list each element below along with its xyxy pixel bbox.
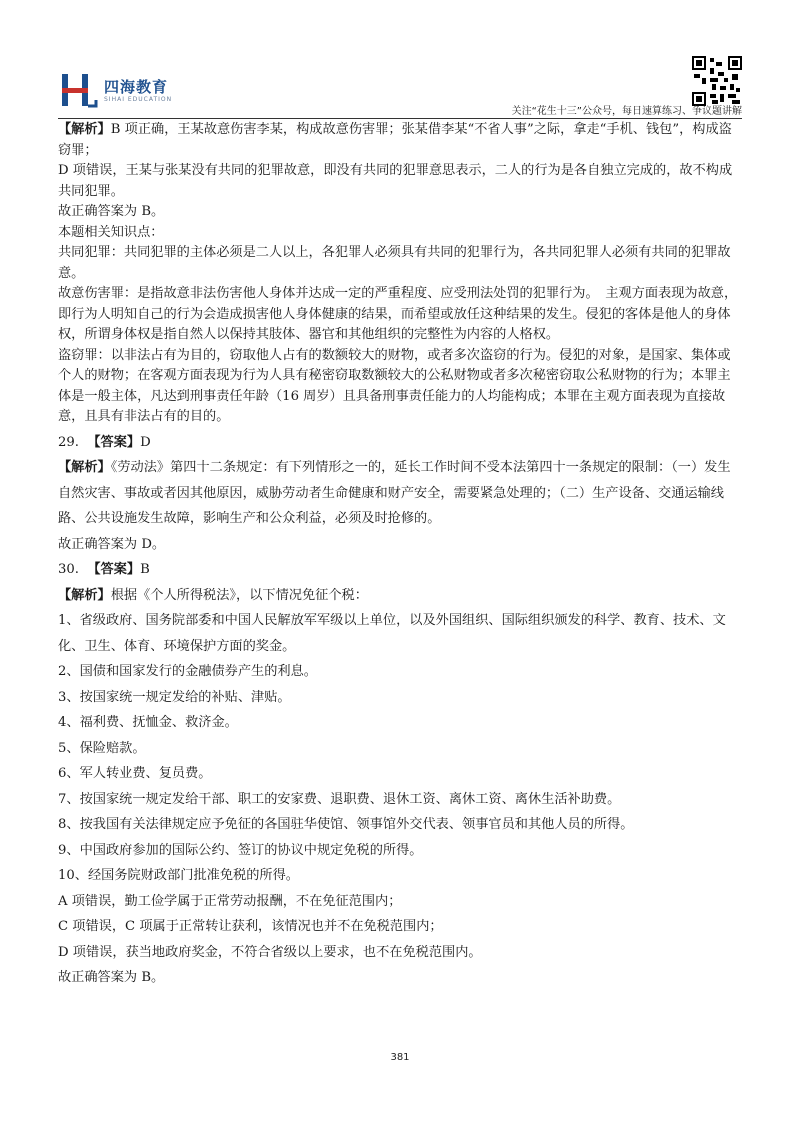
qr-code-icon — [692, 56, 742, 106]
list-item: 4、福利费、抚恤金、救济金。 — [58, 715, 238, 730]
q30-answer: 30. 【答案】B — [58, 562, 150, 577]
q30-intro: 【解析】根据《个人所得税法》，以下情况免征个税： — [58, 587, 368, 603]
q30-conclusion: 故正确答案为 B。 — [58, 970, 165, 985]
q28-line-6: 故意伤害罪：是指故意非法伤害他人身体并达成一定的严重程度、应受刑法处罚的犯罪行为。 主观方面表现为故意，即行为人明知自己的行为会造成损害他人身体健康的结果，而希望或放任这种结果的发生。侵犯的客体是他人的身体权，所谓身体权是指自然人以保持其肢体、器官和其他组织的完整性为内容的人格权。 — [58, 286, 738, 342]
answer-label: 【答案】 — [87, 434, 141, 450]
q28-line-3: 故正确答案为 B。 — [58, 204, 165, 219]
page-header — [58, 56, 742, 117]
list-item: 7、按国家统一规定发给干部、职工的安家费、退职费、退休工资、离休工资、离休生活补助费。 — [58, 791, 621, 807]
header-divider — [58, 118, 742, 119]
q30-option-a: A 项错误，勤工俭学属于正常劳动报酬，不在免征范围内； — [58, 893, 402, 909]
q28-line-5: 共同犯罪：共同犯罪的主体必须是二人以上，各犯罪人必须具有共同的犯罪行为，各共同犯罪人必须有共同的犯罪故意。 — [58, 245, 731, 281]
list-item: 9、中国政府参加的国际公约、签订的协议中规定免税的所得。 — [58, 842, 423, 858]
q29-analysis: 【解析】《劳动法》第四十二条规定：有下列情形之一的，延长工作时间不受本法第四十一条规定的限制：（一）发生自然灾害、事故或者因其他原因，威胁劳动者生命健康和财产安全，需要紧急处理的；（二）生产设备、交通运输线路、公共设施发生故障，影响生产和公众利益，必须及时抢修的。 — [58, 460, 731, 526]
analysis-label: 【解析】 — [58, 122, 111, 137]
q28-line-4: 本题相关知识点： — [58, 224, 164, 240]
q28-line-7: 盗窃罪：以非法占有为目的，窃取他人占有的数额较大的财物，或者多次盗窃的行为。侵犯的对象，是国家、集体或个人的财物；在客观方面表现为行为人具有秘密窃取数额较大的公私财物或者多次秘密窃取公私财物的行为；本罪主体是一般主体，凡达到刑事责任年龄（16 周岁）且具备刑事责任能力的人均能构成；本罪在主观方面表现为直接故意，且具有非法占有的目的。 — [58, 347, 731, 424]
logo — [58, 70, 258, 110]
q29-conclusion: 故正确答案为 D。 — [58, 536, 166, 552]
q30-option-d: D 项错误，获当地政府奖金，不符合省级以上要求，也不在免税范围内。 — [58, 944, 482, 960]
list-item: 2、国债和国家发行的金融债券产生的利息。 — [58, 664, 317, 679]
sihai-logo-icon — [58, 70, 98, 110]
q28-line-2: D 项错误，王某与张某没有共同的犯罪故意，即没有共同的犯罪意思表示，二人的行为是各自独立完成的，故不构成共同犯罪。 — [58, 163, 733, 199]
page-content — [58, 120, 742, 991]
q30-block — [58, 557, 742, 991]
q28-analysis — [58, 120, 742, 428]
list-item: 8、按我国有关法律规定应予免征的各国驻华使馆、领事馆外交代表、领事官员和其他人员的所得。 — [58, 817, 634, 832]
analysis-label: 【解析】 — [58, 587, 111, 603]
list-item: 3、按国家统一规定发给的补贴、津贴。 — [58, 689, 291, 705]
list-item: 1、省级政府、国务院部委和中国人民解放军军级以上单位，以及外国组织、国际组织颁发的科学、教育、技术、文化、卫生、体育、环境保护方面的奖金。 — [58, 613, 726, 654]
analysis-label: 【解析】 — [58, 460, 111, 475]
q29-answer: 29. 【答案】D — [58, 434, 151, 450]
q28-line-1: 【解析】B 项正确，王某故意伤害李某，构成故意伤害罪；张某借李某“不省人事”之际，拿走“手机、钱包”，构成盗窃罪； — [58, 122, 732, 158]
answer-label: 【答案】 — [87, 562, 141, 577]
list-item: 5、保险赔款。 — [58, 740, 146, 756]
list-item: 10、经国务院财政部门批准免税的所得。 — [58, 868, 299, 883]
logo-subtext: SIHAI EDUCATION — [104, 96, 173, 103]
page-number: 381 — [390, 1052, 410, 1063]
list-item: 6、军人转业费、复员费。 — [58, 766, 212, 781]
q30-option-c: C 项错误，C 项属于正常转让获利，该情况也并不在免税范围内； — [58, 919, 443, 934]
header-slogan: 关注“花生十三”公众号，每日速算练习、争议题讲解 — [511, 106, 742, 117]
logo-text: 四海教育 — [104, 78, 169, 96]
q29-block — [58, 430, 742, 558]
